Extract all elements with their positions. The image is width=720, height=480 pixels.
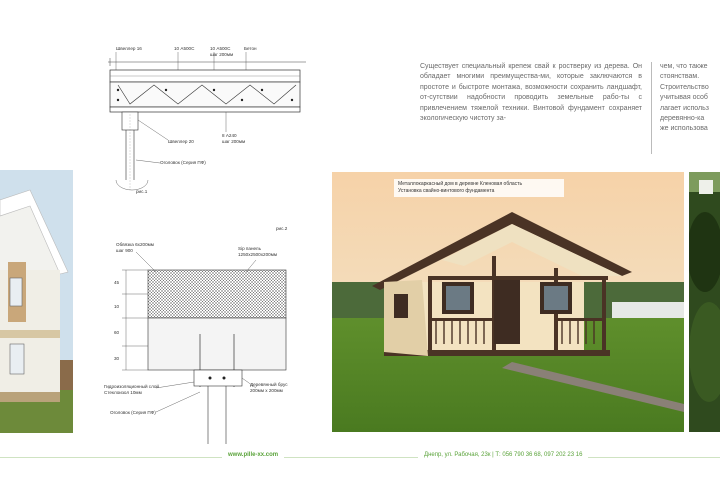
foundation-drawing-2	[96, 222, 326, 452]
label-rebar-c-step: шаг 200мм	[222, 139, 246, 144]
house-photo-main	[332, 172, 684, 432]
label-waterproof-2: Стеклоизол 10мм	[104, 390, 142, 395]
column-divider	[651, 62, 652, 154]
house-photo-left	[0, 170, 73, 433]
label-channel-bottom: Швеллер 20	[168, 139, 194, 144]
label-frame: Обвязка 6х200мм	[116, 242, 154, 247]
label-channel-top: Швеллер 16	[116, 46, 142, 51]
photo-caption-line-2: Установка свайно-винтового фундамента	[398, 188, 495, 194]
label-beam-size: 200мм х 200мм	[250, 388, 283, 393]
label-sip-size: 1250х2500х200мм	[238, 252, 278, 257]
label-fig-2: рис.2	[276, 226, 288, 231]
label-frame-step: шаг 900	[116, 248, 133, 253]
foundation-drawing-1	[96, 40, 326, 200]
footer-address: Днепр, ул. Рабочая, 23к | Т: 056 790 36 68, 097 202 23 16	[418, 452, 588, 458]
label-fig-1: рис.1	[136, 189, 148, 194]
body-text-column-2: чем, что также стоянствам. Строительство учитывая особ лагает использ деревянно-ка же использова	[660, 63, 709, 133]
label-sip-panel: Sip панель	[238, 246, 261, 251]
label-rebar-c: 8 А240	[222, 133, 237, 138]
label-concrete: Бетон	[244, 46, 257, 51]
dim-1: 45	[114, 280, 120, 285]
house-photo-right	[689, 172, 720, 432]
footer-website[interactable]: www.pille-xx.com	[222, 452, 284, 458]
body-text-column-1: Существует специальный крепеж свай к ростверку из дерева. Он обладает многими преимущества-ми, которые заключаются в простоте и быстроте монтажа, возможности сохранить ландшафт, от-сутствии надобности проводить земельные рабо-ты с привлечением тяжелой техники. Винтовой фундамент сохраняет экологическую чистоту за-	[420, 63, 642, 123]
label-rebar-a: 10 А500С	[174, 46, 195, 51]
photo-caption	[394, 179, 564, 197]
label-pile-head-2: Оголовок (Серия ПФ)	[110, 410, 156, 415]
label-pile-head: Оголовок (Серия ПФ)	[160, 160, 206, 165]
footer-line	[0, 457, 720, 458]
photo-caption-line-1: Металлокаркасный дом в деревне Кленовая область	[398, 181, 523, 187]
label-waterproof: Гидроизоляционный слой	[104, 384, 159, 389]
dim-4: 30	[114, 356, 120, 361]
dim-3: 60	[114, 330, 120, 335]
foundation-drawing-1-svg	[96, 40, 326, 200]
foundation-drawing-2-svg	[96, 222, 326, 452]
label-rebar-b-step: шаг 200мм	[210, 52, 234, 57]
label-rebar-b: 10 А500С	[210, 46, 231, 51]
label-beam: Деревянный брус	[250, 382, 288, 387]
dim-2: 10	[114, 304, 120, 309]
